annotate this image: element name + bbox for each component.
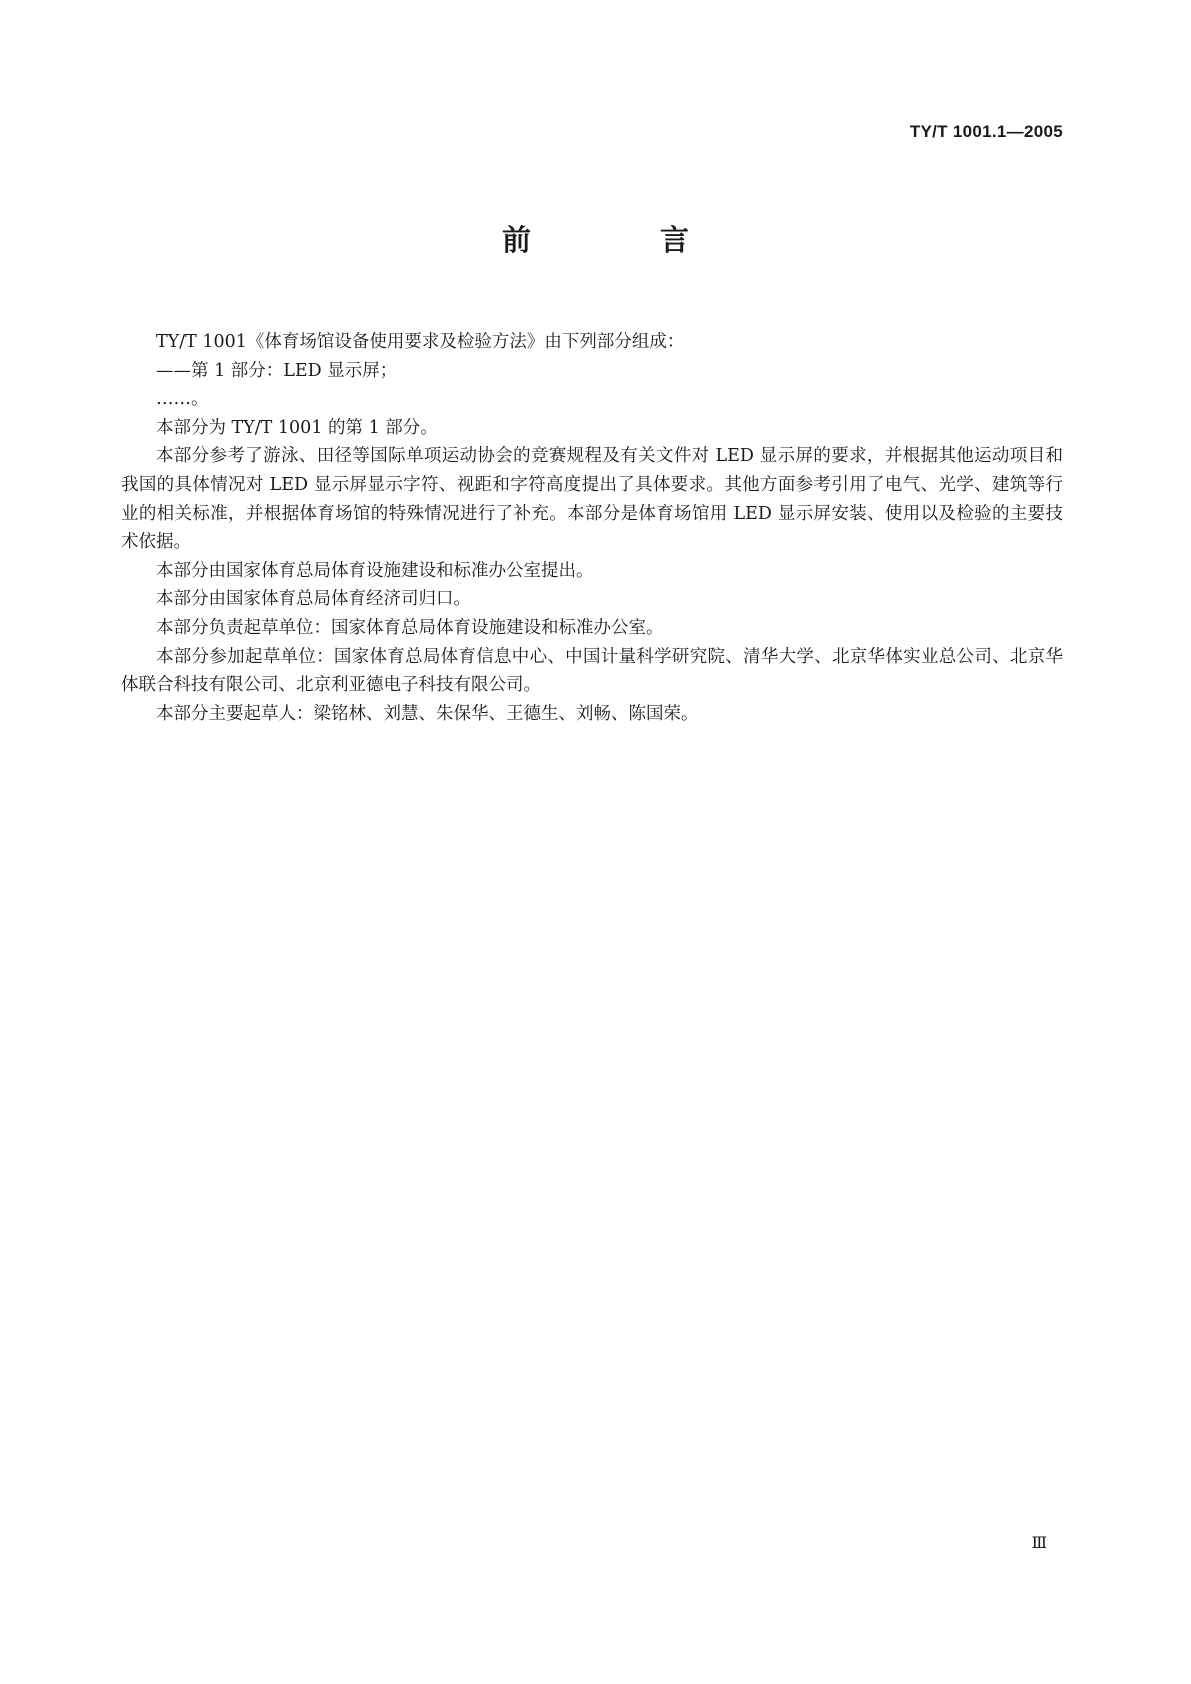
- page-header-standard-number: TY/T 1001.1—2005: [909, 122, 1063, 141]
- paragraph-ellipsis: ……。: [156, 389, 209, 410]
- paragraph-centralized-by: 本部分由国家体育总局体育经济司归口。: [156, 589, 471, 610]
- paragraph-proposed-by: 本部分由国家体育总局体育设施建设和标准办公室提出。: [156, 560, 594, 581]
- paragraph-drafters: 本部分主要起草人：梁铭林、刘慧、朱保华、王德生、刘畅、陈国荣。: [156, 703, 699, 724]
- page-title: 前 言: [501, 223, 739, 257]
- paragraph-part-1: ——第 1 部分：LED 显示屏；: [156, 360, 398, 381]
- paragraph-composition: TY/T 1001《体育场馆设备使用要求及检验方法》由下列部分组成：: [156, 332, 685, 352]
- paragraph-participating-units: 本部分参加起草单位：国家体育总局体育信息中心、中国计量科学研究院、清华大学、北京华体实业总公司、北京华体联合科技有限公司、北京利亚德电子科技有限公司。: [121, 646, 1063, 696]
- page-number: Ⅲ: [1031, 1533, 1047, 1552]
- paragraph-part-statement: 本部分为 TY/T 1001 的第 1 部分。: [156, 417, 438, 438]
- body-text: [121, 328, 1063, 728]
- paragraph-drafting-unit: 本部分负责起草单位：国家体育总局体育设施建设和标准办公室。: [156, 617, 664, 638]
- paragraph-references: 本部分参考了游泳、田径等国际单项运动协会的竞赛规程及有关文件对 LED 显示屏的要求，并根据其他运动项目和我国的具体情况对 LED 显示屏显示字符、视距和字符高度提出了具体要求。其他方面参考引用了电气、光学、建筑等行业的相关标准，并根据体育场馆的特殊情况进行了补充。本部分是体育场馆用 LED 显示屏安装、使用以及检验的主要技术依据。: [121, 446, 1063, 553]
